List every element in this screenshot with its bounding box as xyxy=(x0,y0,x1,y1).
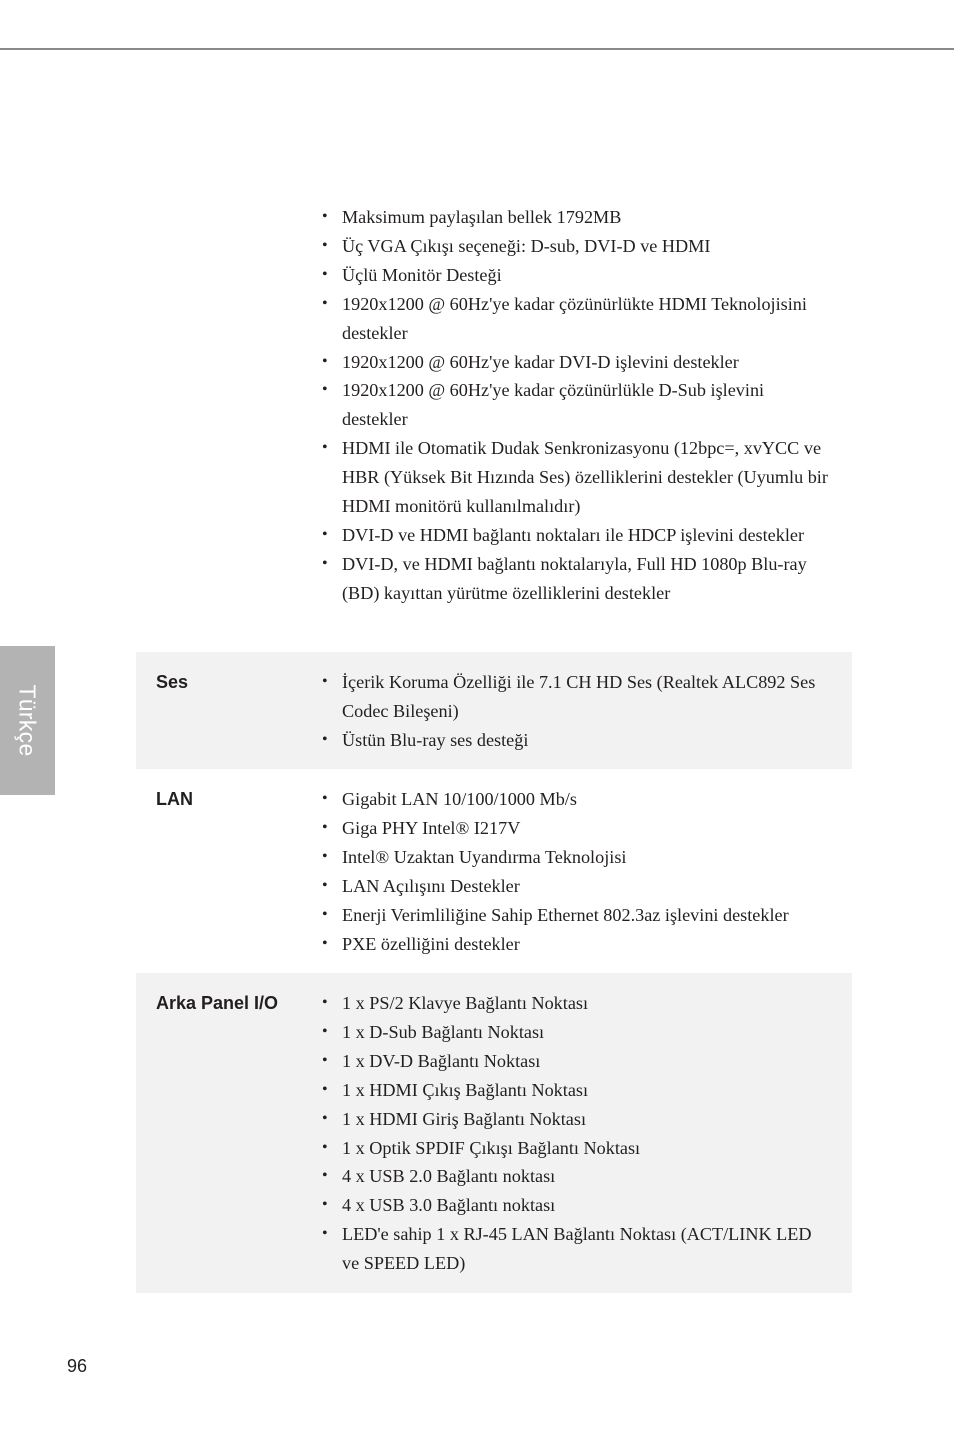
list-item: • Üçlü Monitör Desteği xyxy=(322,261,832,290)
list-item: • 1 x HDMI Çıkış Bağlantı Noktası xyxy=(322,1076,832,1105)
list-item: • 1 x PS/2 Klavye Bağlantı Noktası xyxy=(322,989,832,1018)
graphics-section xyxy=(136,200,852,640)
list-item: • Intel® Uzaktan Uyandırma Teknolojisi xyxy=(322,843,852,872)
list-item: • Üç VGA Çıkışı seçeneği: D-sub, DVI-D ve HDMI xyxy=(322,232,832,261)
rear-panel-label: Arka Panel I/O xyxy=(156,993,279,1013)
list-item: • Maksimum paylaşılan bellek 1792MB xyxy=(322,203,832,232)
header-rule xyxy=(0,48,954,50)
list-item: • 4 x USB 2.0 Bağlantı noktası xyxy=(322,1162,832,1191)
rear-panel-section xyxy=(136,973,852,1293)
list-item: • HDMI ile Otomatik Dudak Senkronizasyonu (12bpc=, xvYCC ve HBR (Yüksek Bit Hızında Ses) özelliklerini destekler (Uyumlu bir HDMI monitörü kullanılmalıdır) xyxy=(322,434,832,521)
list-item: • Giga PHY Intel® I217V xyxy=(322,814,852,843)
list-item: • 1920x1200 @ 60Hz'ye kadar DVI-D işlevini destekler xyxy=(322,348,832,377)
list-item: • 1 x DV-D Bağlantı Noktası xyxy=(322,1047,832,1076)
list-item: • 1 x Optik SPDIF Çıkışı Bağlantı Noktası xyxy=(322,1134,832,1163)
list-item: • 1 x HDMI Giriş Bağlantı Noktası xyxy=(322,1105,832,1134)
language-side-tab xyxy=(0,646,55,795)
list-item: • 1920x1200 @ 60Hz'ye kadar çözünürlükte HDMI Teknolojisini destekler xyxy=(322,290,832,348)
list-item: • Üstün Blu-ray ses desteği xyxy=(322,726,832,755)
list-item: • LED'e sahip 1 x RJ-45 LAN Bağlantı Noktası (ACT/LINK LED ve SPEED LED) xyxy=(322,1220,832,1278)
page-number: 96 xyxy=(67,1356,88,1376)
list-item: • 4 x USB 3.0 Bağlantı noktası xyxy=(322,1191,832,1220)
audio-list xyxy=(322,668,832,755)
list-item: • Gigabit LAN 10/100/1000 Mb/s xyxy=(322,785,852,814)
language-tab-label: Türkçe xyxy=(15,684,41,757)
list-item: • Enerji Verimliliğine Sahip Ethernet 802.3az işlevini destekler xyxy=(322,901,852,930)
list-item: • İçerik Koruma Özelliği ile 7.1 CH HD Ses (Realtek ALC892 Ses Codec Bileşeni) xyxy=(322,668,832,726)
lan-section xyxy=(136,769,852,973)
lan-list xyxy=(322,785,852,958)
list-item: • LAN Açılışını Destekler xyxy=(322,872,852,901)
list-item: • 1920x1200 @ 60Hz'ye kadar çözünürlükle D-Sub işlevini destekler xyxy=(322,376,832,434)
list-item: • DVI-D ve HDMI bağlantı noktaları ile HDCP işlevini destekler xyxy=(322,521,832,550)
list-item: • DVI-D, ve HDMI bağlantı noktalarıyla, Full HD 1080p Blu-ray (BD) kayıttan yürütme özelliklerini destekler xyxy=(322,550,832,608)
lan-label: LAN xyxy=(156,789,193,809)
audio-label: Ses xyxy=(156,672,189,692)
rear-panel-list xyxy=(322,989,832,1278)
list-item: • 1 x D-Sub Bağlantı Noktası xyxy=(322,1018,832,1047)
graphics-list xyxy=(322,203,832,608)
list-item: • PXE özelliğini destekler xyxy=(322,930,852,959)
audio-section xyxy=(136,652,852,769)
